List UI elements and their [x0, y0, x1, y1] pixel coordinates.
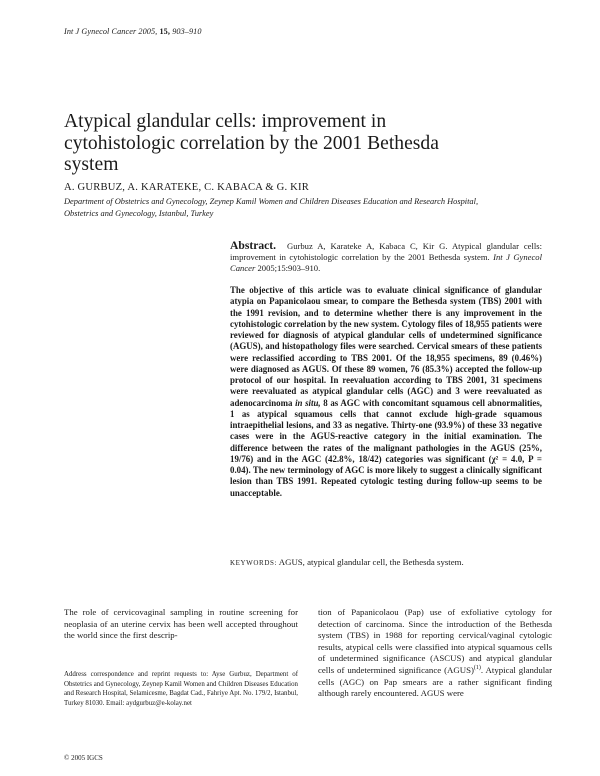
body-right-text-2: . Atypical glandular cells (AGC) on Pap smears are a rather significant finding although rarely encountered. AGUS were	[318, 664, 552, 699]
journal-volume: 15,	[159, 27, 171, 36]
abstract-body-part-1: The objective of this article was to evaluate clinical significance of glandular atypia on Papanicolaou smear, to compare the Bethesda system (TBS) 2001 with the 1991 revision, and to determine whether there is any improvement in the cytohistologic correlation by the new system. Cytology files of 18,955 patients were reviewed for diagnosis of atypical glandular cells of undetermined significance (AGUS), and histopathology files were searched. Cervical smears of these patients were reclassified according to TBS 2001. Of the 18,955 specimens, 89 (0.46%) were diagnosed as AGUS. Of these 89 women, 76 (85.3%) accepted the follow-up protocol of our hospital. In reevaluation according to TBS 2001, 31 specimens were reevaluated as atypical glandular cells (AGC) and 3 were reevaluated as adenocarcinoma	[230, 285, 542, 408]
journal-name: Int J Gynecol Cancer	[64, 27, 137, 36]
author-list: A. GURBUZ, A. KARATEKE, C. KABACA & G. KIR	[64, 182, 310, 193]
abstract-citation-ref: 2005;15:903–910.	[257, 263, 321, 274]
journal-pages: 903–910	[172, 27, 202, 36]
body-left-column: The role of cervicovaginal sampling in routine screening for neoplasia of an uterine cervix has been well accepted throughout the world since the first descrip-	[64, 607, 298, 641]
correspondence-footnote: Address correspondence and reprint requests to: Ayse Gurbuz, Department of Obstetrics and Gynecology, Zeynep Kamil Women and Children Diseases Education and Research Hospital, Selamicesme, Bagdat Cad., Fahriye Apt. No. 179/2, Istanbul, Turkey 81030. Email: aydgurbuz@e-kolay.net	[64, 671, 298, 707]
abstract-citation	[230, 240, 542, 275]
keywords-label: KEYWORDS:	[230, 559, 278, 567]
copyright-notice: © 2005 IGCS	[64, 754, 103, 762]
keywords-text: AGUS, atypical glandular cell, the Bethesda system.	[278, 557, 464, 567]
abstract-citation-text: Gurbuz A, Karateke A, Kabaca C, Kir G. Atypical glandular cells: improvement in cytohistologic correlation by the 2001 Bethesda system.	[230, 241, 542, 263]
abstract-body	[230, 285, 542, 499]
reference-marker: (1)	[473, 665, 481, 672]
abstract-body-part-2: 8 as AGC with concomitant squamous cell abnormalities, 1 as atypical squamous cells that cannot exclude high-grade squamous intraepithelial lesions, and 33 as negative. Thirty-one (93.9%) of these 33 negative cases were in the AGUS-reactive category in the initial examination. The difference between the rates of the malignant pathologies in the AGUS (25%, 19/76) and in the AGC (42.8%, 18/42) categories was significant (χ² = 4.0, P = 0.04). The new terminology of AGC is more likely to suggest a clinically significant lesion than TBS 1991. Repeated cytologic testing during follow-up seems to be unacceptable.	[230, 397, 543, 498]
journal-year: 2005,	[138, 27, 158, 36]
article-title: Atypical glandular cells: improvement in cytohistologic correlation by the 2001 Bethesda system	[64, 111, 439, 175]
author-affiliation: Department of Obstetrics and Gynecology, Zeynep Kamil Women and Children Diseases Education and Research Hospital, Obstetrics and Gynecology, Istanbul, Turkey	[64, 197, 479, 218]
body-right-text-1: tion of Papanicolaou (Pap) use of exfoliative cytology for detection of carcinoma. Since the introduction of the Bethesda system (TBS) in 1988 for reporting cervical/vaginal cytologic results, atypical cells were classified into atypical squamous cells of undetermined significance (ASCUS) and atypical glandular cells of undetermined significance (AGUS)	[318, 607, 552, 675]
journal-citation-header	[64, 27, 202, 36]
keywords	[230, 557, 542, 567]
abstract-heading: Abstract.	[230, 239, 277, 252]
abstract-citation-journal: Int J Gynecol Cancer	[230, 252, 542, 274]
body-right-column	[318, 607, 552, 700]
abstract-body-italic: in situ,	[295, 397, 321, 408]
